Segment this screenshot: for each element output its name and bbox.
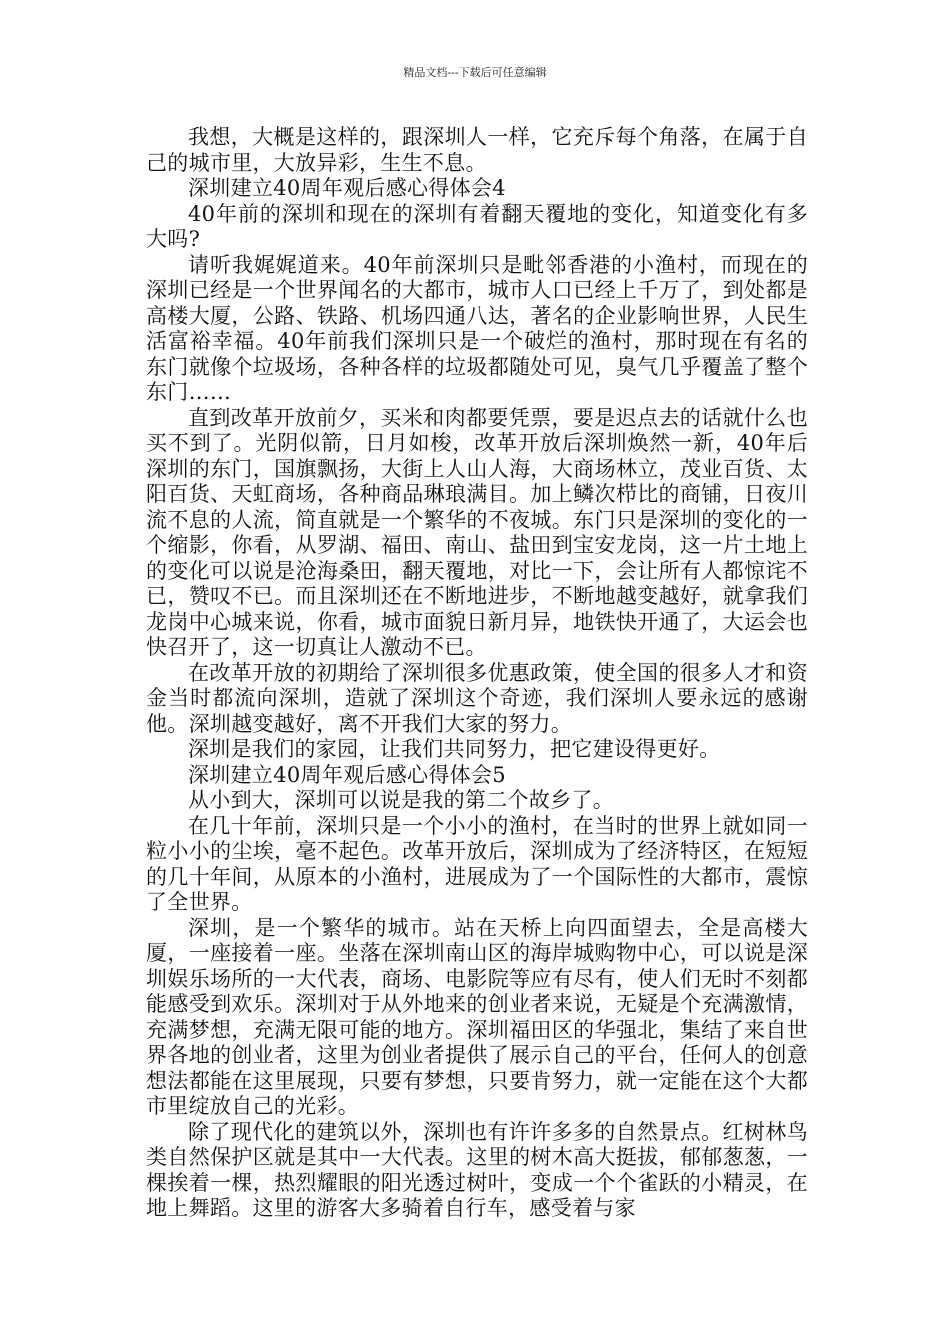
- paragraph: 在几十年前，深圳只是一个小小的渔村，在当时的世界上就如同一粒小小的尘埃，毫不起色。改革开放后，深圳成为了经济特区，在短短的几十年间，从原本的小渔村，进展成为了一个国际性的大都市，震惊了全世界。: [146, 813, 808, 914]
- paragraph: 请听我娓娓道来。40年前深圳只是毗邻香港的小渔村，而现在的深圳已经是一个世界闻名的大都市，城市人口已经上千万了，到处都是高楼大厦，公路、铁路、机场四通八达，著名的企业影响世界，人民生活富裕幸福。40年前我们深圳只是一个破烂的渔村，那时现在有名的东门就像个垃圾场，各种各样的垃圾都随处可见，臭气几乎覆盖了整个东门……: [146, 252, 808, 404]
- paragraph: 我想，大概是这样的，跟深圳人一样，它充斥每个角落，在属于自己的城市里，大放异彩，生生不息。: [146, 125, 808, 175]
- section-heading: 深圳建立40周年观后感心得体会4: [188, 176, 506, 200]
- document-body: [146, 125, 808, 1222]
- paragraph: 深圳，是一个繁华的城市。站在天桥上向四面望去，全是高楼大厦，一座接着一座。坐落在深圳南山区的海岸城购物中心，可以说是深圳娱乐场所的一大代表，商场、电影院等应有尽有，使人们无时不刻都能感受到欢乐。深圳对于从外地来的创业者来说，无疑是个充满激情，充满梦想，充满无限可能的地方。深圳福田区的华强北，集结了来自世界各地的创业者，这里为创业者提供了展示自己的平台，任何人的创意想法都能在这里展现，只要有梦想，只要肯努力，就一定能在这个大都市里绽放自己的光彩。: [146, 915, 808, 1118]
- paragraph: 直到改革开放前夕，买米和肉都要凭票，要是迟点去的话就什么也买不到了。光阴似箭，日月如梭，改革开放后深圳焕然一新，40年后深圳的东门，国旗飘扬，大街上人山人海，大商场林立，茂业百货、太阳百货、天虹商场，各种商品琳琅满目。加上鳞次栉比的商铺，日夜川流不息的人流，简直就是一个繁华的不夜城。东门只是深圳的变化的一个缩影，你看，从罗湖、福田、南山、盐田到宝安龙岗，这一片土地上的变化可以说是沧海桑田，翻天覆地，对比一下，会让所有人都惊诧不已，赞叹不已。而且深圳还在不断地进步，不断地越变越好，就拿我们龙岗中心城来说，你看，城市面貌日新月异，地铁快开通了，大运会也快召开了，这一切真让人激动不已。: [146, 405, 808, 659]
- page-header: 精品文档---下载后可任意编辑: [403, 66, 547, 79]
- paragraph: 从小到大，深圳可以说是我的第二个故乡了。: [188, 788, 614, 812]
- paragraph: 在改革开放的初期给了深圳很多优惠政策，使全国的很多人才和资金当时都流向深圳，造就了深圳这个奇迹，我们深圳人要永远的感谢他。深圳越变越好，离不开我们大家的努力。: [146, 660, 808, 736]
- paragraph: 除了现代化的建筑以外，深圳也有许许多多的自然景点。红树林鸟类自然保护区就是其中一大代表。这里的树木高大挺拔，郁郁葱葱，一棵挨着一棵，热烈耀眼的阳光透过树叶，变成一个个雀跃的小精灵，在地上舞蹈。这里的游客大多骑着自行车，感受着与家: [146, 1119, 808, 1220]
- paragraph: 深圳是我们的家园，让我们共同努力，把它建设得更好。: [188, 737, 721, 761]
- section-heading: 深圳建立40周年观后感心得体会5: [188, 762, 506, 787]
- paragraph: 40年前的深圳和现在的深圳有着翻天覆地的变化，知道变化有多大吗?: [146, 201, 808, 251]
